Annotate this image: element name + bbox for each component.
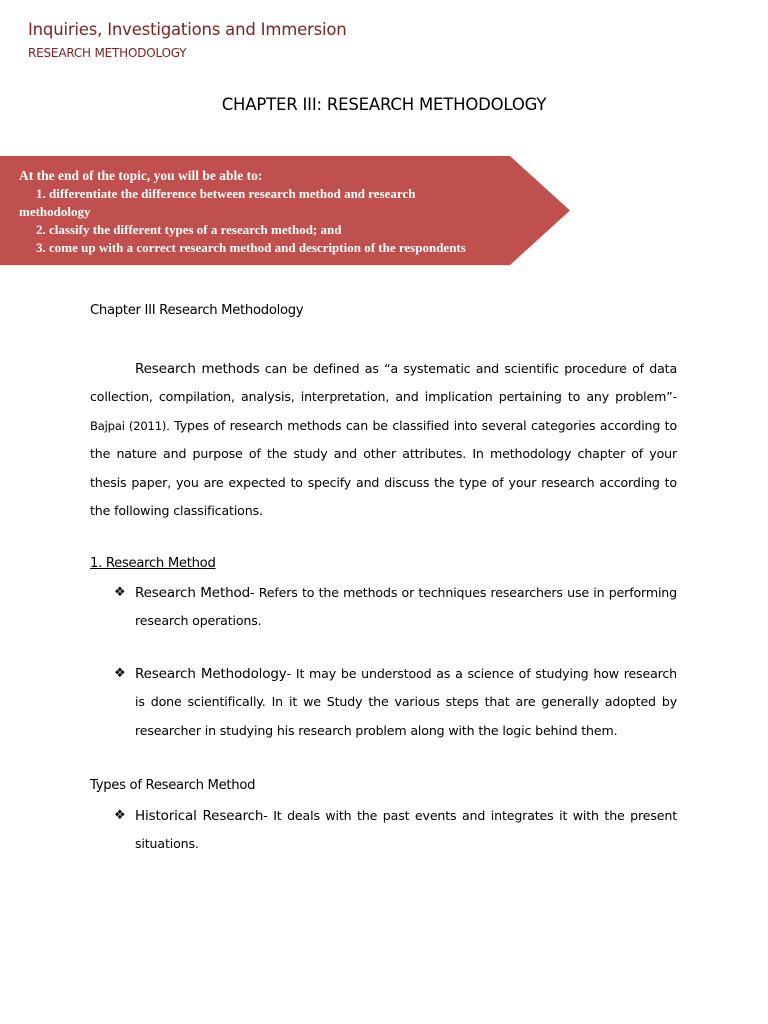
bullet-text — [135, 579, 677, 636]
banner-objective-2: 2. classify the different types of a research method; and — [36, 222, 342, 237]
bullet-term: Historical Research — [135, 808, 264, 824]
intro-term: Research methods — [135, 361, 260, 377]
intro-paragraph — [90, 355, 677, 525]
bullet-text — [135, 802, 677, 859]
banner-objective-1-cont: methodology — [19, 204, 91, 219]
section-heading: Chapter III Research Methodology — [90, 303, 304, 318]
bullet-text — [135, 660, 677, 745]
banner-intro: At the end of the topic, you will be able to: — [19, 168, 263, 183]
bullet-description: - It may be understood as a science of studying how research is done scientifically. In it we Study the various steps that are generally adopted by researcher in studying his research problem along with the logic behind them. — [135, 666, 677, 738]
intro-citation: Bajpai (2011). — [90, 418, 170, 433]
header-title: Inquiries, Investigations and Immersion — [28, 20, 347, 39]
bullet-term: Research Method — [135, 585, 251, 601]
intro-text-1: can be defined as “a systematic and scientific procedure of data collection, compilation, analysis, interpretation, and implication pertaining to any problem”- — [90, 361, 678, 405]
bullet-glyph: ❖ — [114, 585, 126, 600]
objectives-banner — [0, 156, 570, 265]
banner-objective-3: 3. come up with a correct research method and description of the respondents — [36, 240, 466, 255]
bullet-description: - Refers to the methods or techniques researchers use in performing research operations. — [135, 585, 677, 629]
chapter-title: CHAPTER III: RESEARCH METHODOLOGY — [221, 95, 547, 114]
research-method-heading: 1. Research Method — [90, 556, 216, 571]
bullet-description: - It deals with the past events and integrates it with the present situations. — [135, 808, 677, 852]
bullet-glyph: ❖ — [114, 666, 126, 681]
header-subtitle: RESEARCH METHODOLOGY — [28, 46, 187, 60]
intro-text-2: Types of research methods can be classified into several categories according to the nature and purpose of the study and other attributes. In methodology chapter of your thesis paper, you are expected to specify and discuss the type of your research according to the following classifications. — [90, 417, 678, 519]
bullet-term: Research Methodology — [135, 666, 287, 682]
bullet-glyph: ❖ — [114, 808, 126, 823]
types-heading: Types of Research Method — [90, 778, 256, 793]
banner-objective-1: 1. differentiate the difference between research method and research — [36, 186, 416, 201]
banner-text — [0, 156, 530, 265]
